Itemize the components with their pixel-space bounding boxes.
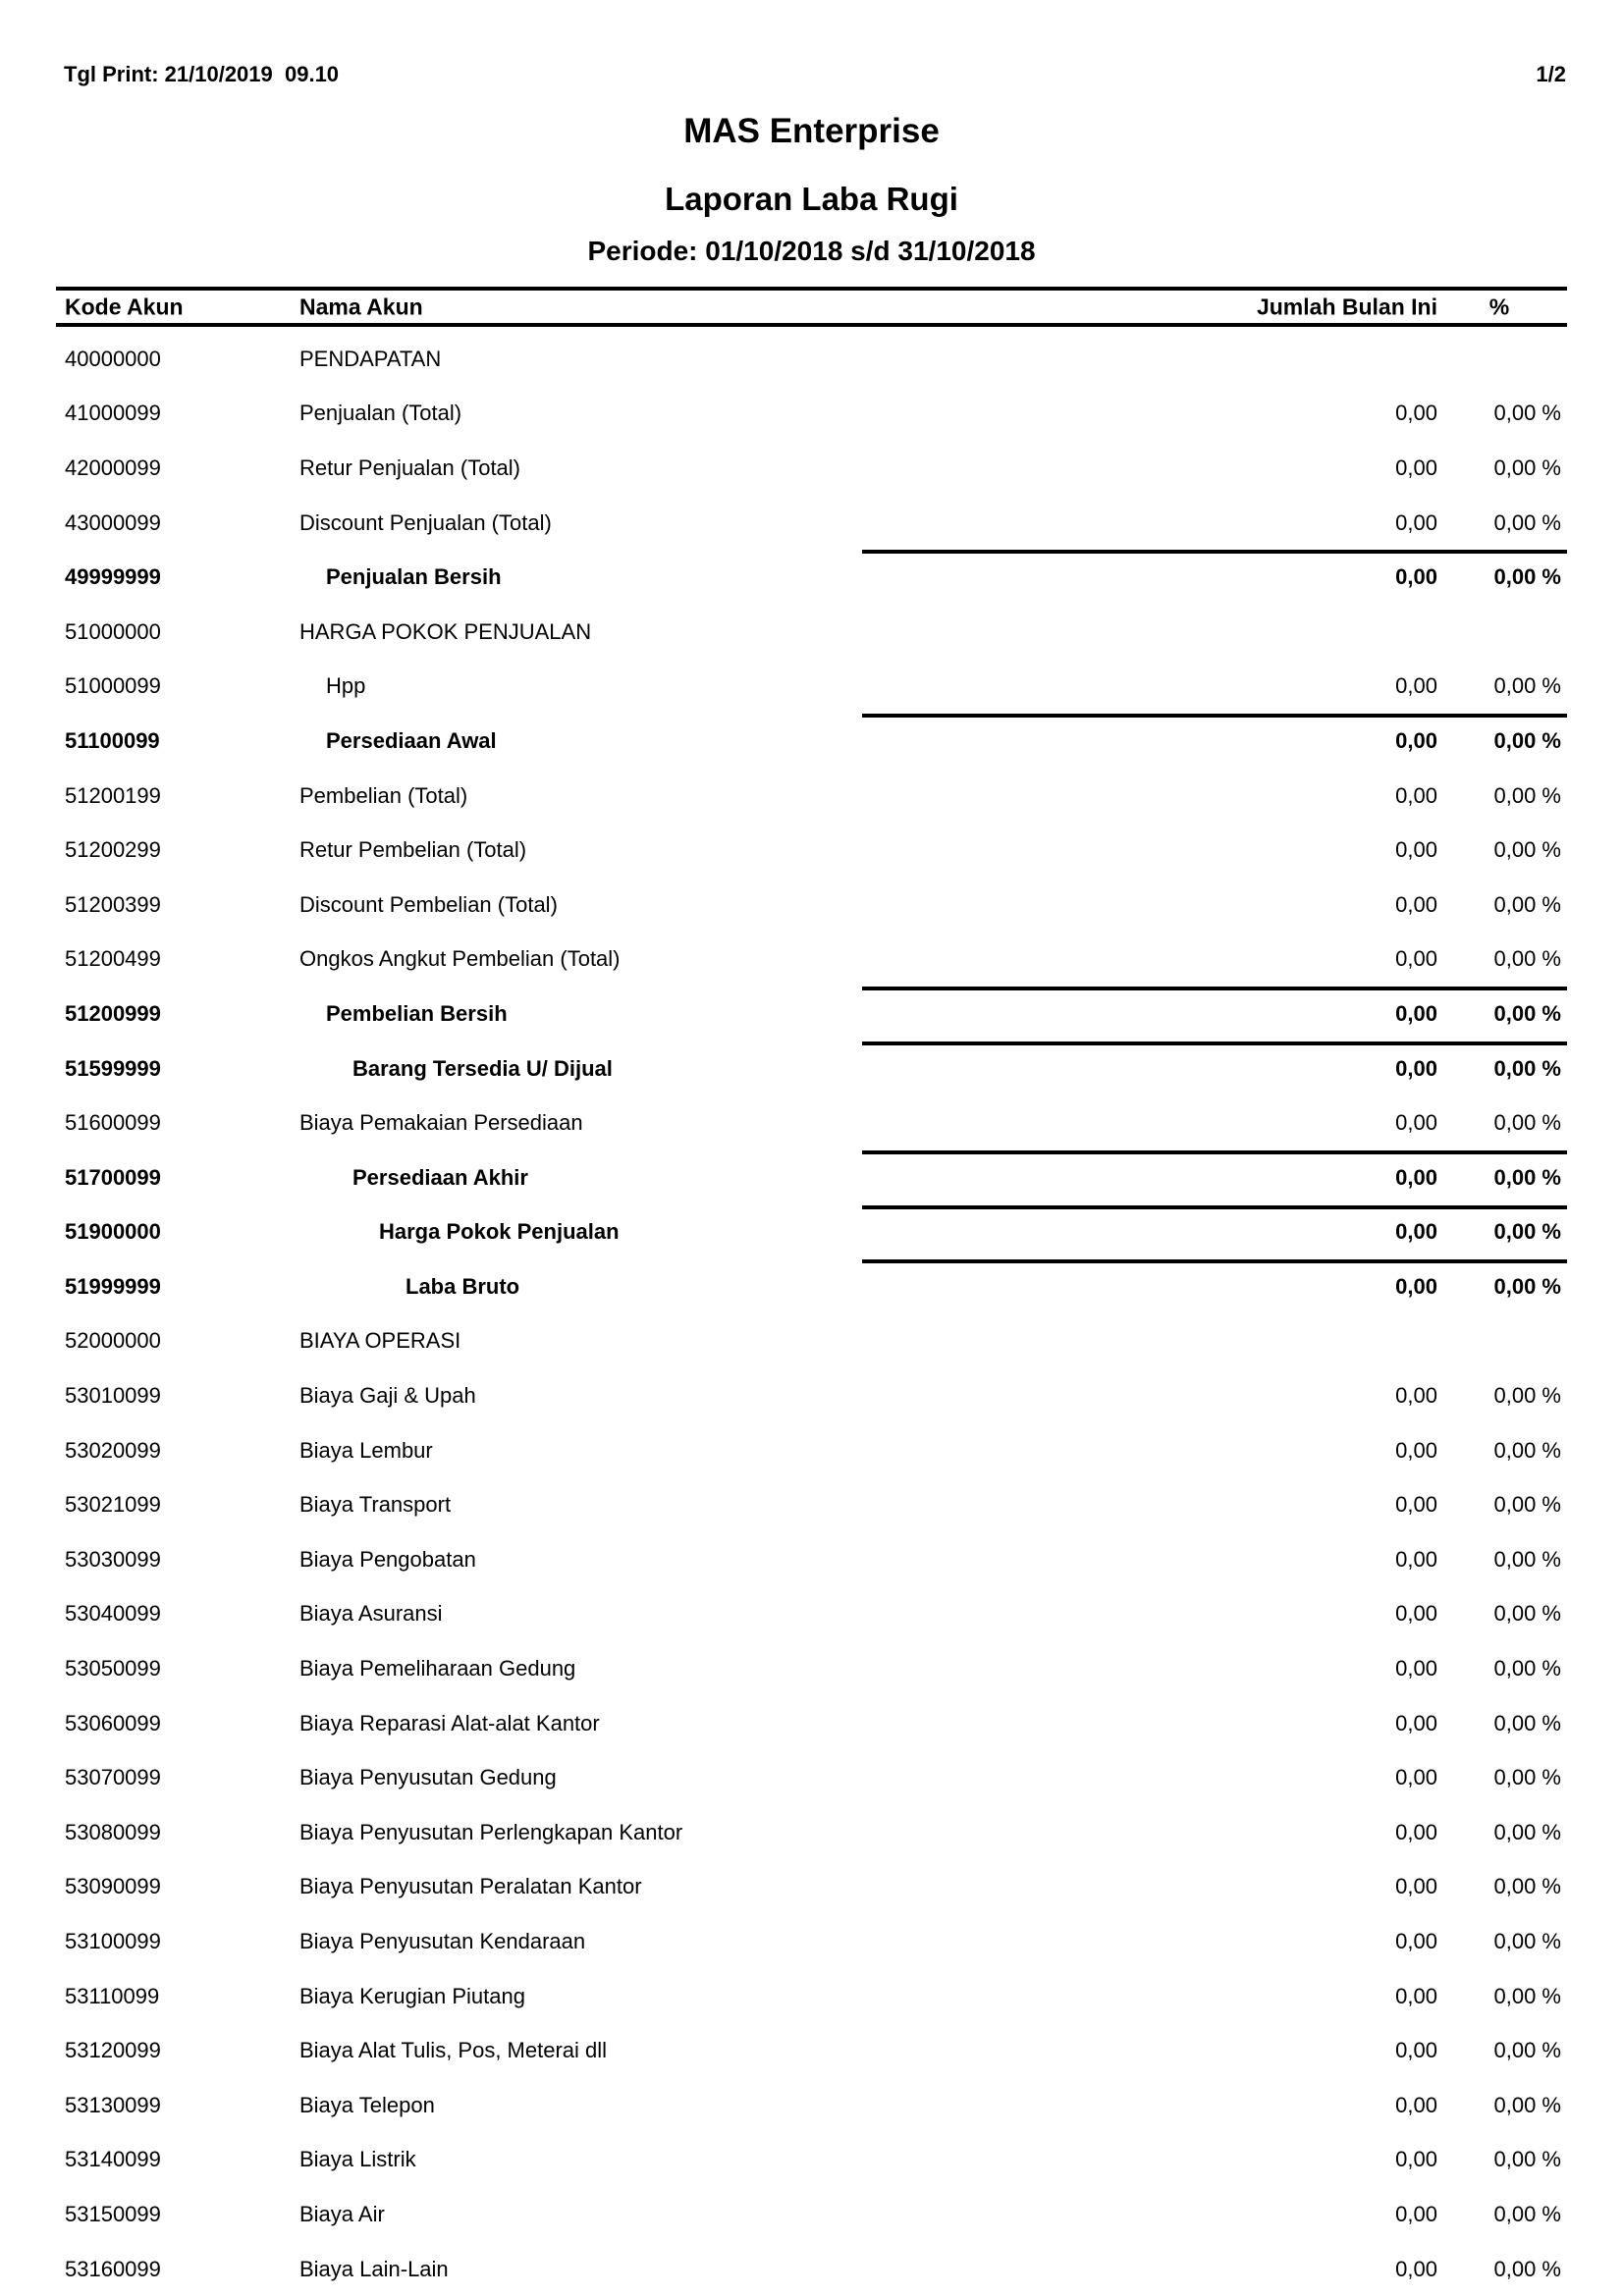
account-code: 53140099: [65, 2147, 161, 2172]
table-row: [56, 2133, 1567, 2188]
subtotal-rule: [862, 550, 1567, 554]
account-amount: 0,00: [1395, 1983, 1437, 2008]
account-percent: 0,00 %: [1493, 1219, 1561, 1245]
subtotal-rule: [862, 1041, 1567, 1045]
account-code: 53110099: [65, 1983, 160, 2008]
account-name: Biaya Pemakaian Persediaan: [299, 1110, 583, 1136]
column-header-percent: %: [1488, 294, 1510, 319]
account-name: Retur Penjualan (Total): [299, 454, 521, 480]
account-code: 51000000: [65, 618, 161, 644]
account-code: 51599999: [65, 1055, 161, 1081]
table-row: [56, 1532, 1567, 1587]
account-amount: 0,00: [1395, 1219, 1437, 1245]
account-code: 51200399: [65, 891, 161, 917]
account-percent: 0,00 %: [1493, 2038, 1561, 2063]
table-row: [56, 769, 1567, 824]
table-row: [56, 1205, 1567, 1260]
table-row: [56, 1969, 1567, 2024]
table-row: [56, 933, 1567, 988]
page-number: 1/2: [1536, 62, 1566, 86]
account-percent: 0,00 %: [1493, 837, 1561, 863]
account-percent: 0,00 %: [1493, 891, 1561, 917]
table-row: [56, 1259, 1567, 1314]
table-row: [56, 605, 1567, 660]
account-code: 53060099: [65, 1710, 161, 1735]
account-percent: 0,00 %: [1493, 782, 1561, 808]
account-amount: 0,00: [1395, 837, 1437, 863]
table-rows: [56, 332, 1567, 2296]
account-name: Retur Pembelian (Total): [299, 837, 527, 863]
account-percent: 0,00 %: [1493, 1765, 1561, 1790]
account-amount: 0,00: [1395, 673, 1437, 699]
table-row: [56, 2023, 1567, 2078]
table-row: [56, 1750, 1567, 1805]
table-row: [56, 1860, 1567, 1915]
account-name: Biaya Pengobatan: [299, 1546, 476, 1572]
account-amount: 0,00: [1395, 2038, 1437, 2063]
subtotal-rule: [862, 1259, 1567, 1263]
account-name: Discount Pembelian (Total): [299, 891, 558, 917]
account-percent: 0,00 %: [1493, 2092, 1561, 2117]
account-name: Biaya Asuransi: [299, 1601, 443, 1627]
table-row: [56, 1314, 1567, 1369]
account-percent: 0,00 %: [1493, 1000, 1561, 1026]
account-name: Barang Tersedia U/ Dijual: [352, 1055, 613, 1081]
account-percent: 0,00 %: [1493, 2256, 1561, 2281]
table-row: [56, 823, 1567, 878]
account-amount: 0,00: [1395, 1437, 1437, 1463]
account-percent: 0,00 %: [1493, 1055, 1561, 1081]
table-row: [56, 714, 1567, 769]
account-name: Penjualan Bersih: [326, 564, 502, 590]
account-amount: 0,00: [1395, 1765, 1437, 1790]
account-name: HARGA POKOK PENJUALAN: [299, 618, 592, 644]
account-name: Persediaan Awal: [326, 727, 497, 753]
account-amount: 0,00: [1395, 1819, 1437, 1844]
column-header-name: Nama Akun: [299, 294, 423, 319]
account-name: Biaya Penyusutan Gedung: [299, 1765, 557, 1790]
table-row: [56, 1477, 1567, 1532]
account-code: 53100099: [65, 1929, 161, 1954]
account-code: 49999999: [65, 564, 161, 590]
account-code: 51700099: [65, 1164, 161, 1190]
subtotal-rule: [862, 1150, 1567, 1154]
account-percent: 0,00 %: [1493, 1819, 1561, 1844]
account-code: 43000099: [65, 509, 161, 535]
account-code: 53070099: [65, 1765, 161, 1790]
account-amount: 0,00: [1395, 1656, 1437, 1682]
account-amount: 0,00: [1395, 2201, 1437, 2226]
table-row: [56, 550, 1567, 605]
account-code: 51999999: [65, 1273, 161, 1299]
account-code: 51200999: [65, 1000, 161, 1026]
account-percent: 0,00 %: [1493, 1492, 1561, 1518]
account-percent: 0,00 %: [1493, 509, 1561, 535]
account-code: 53080099: [65, 1819, 161, 1844]
account-percent: 0,00 %: [1493, 1656, 1561, 1682]
account-code: 53120099: [65, 2038, 161, 2063]
table-row: [56, 1041, 1567, 1096]
account-code: 53160099: [65, 2256, 161, 2281]
print-date-label: Tgl Print: 21/10/2019 09.10: [64, 62, 340, 86]
account-name: Pembelian (Total): [299, 782, 468, 808]
account-amount: 0,00: [1395, 1273, 1437, 1299]
table-row: [56, 1914, 1567, 1969]
account-amount: 0,00: [1395, 1710, 1437, 1735]
account-code: 53050099: [65, 1656, 161, 1682]
account-code: 52000000: [65, 1328, 161, 1354]
table-row: [56, 387, 1567, 442]
account-name: Biaya Air: [299, 2201, 385, 2226]
table-row: [56, 1641, 1567, 1696]
table-row: [56, 1805, 1567, 1860]
account-amount: 0,00: [1395, 1000, 1437, 1026]
account-code: 41000099: [65, 400, 161, 426]
account-name: Harga Pokok Penjualan: [379, 1219, 620, 1245]
account-name: Persediaan Akhir: [352, 1164, 528, 1190]
account-amount: 0,00: [1395, 1164, 1437, 1190]
account-name: Biaya Alat Tulis, Pos, Meterai dll: [299, 2038, 608, 2063]
account-name: Biaya Penyusutan Kendaraan: [299, 1929, 586, 1954]
table-row: [56, 2078, 1567, 2133]
table-row: [56, 332, 1567, 387]
table-row: [56, 878, 1567, 933]
account-amount: 0,00: [1395, 2092, 1437, 2117]
table-row: [56, 1095, 1567, 1150]
table-row: [56, 441, 1567, 496]
table-row: [56, 1423, 1567, 1478]
account-code: 53020099: [65, 1437, 161, 1463]
account-amount: 0,00: [1395, 564, 1437, 590]
account-name: Biaya Penyusutan Peralatan Kantor: [299, 1874, 642, 1899]
account-name: Biaya Pemeliharaan Gedung: [299, 1656, 576, 1682]
account-percent: 0,00 %: [1493, 946, 1561, 972]
account-code: 51100099: [65, 727, 160, 753]
account-amount: 0,00: [1395, 1601, 1437, 1627]
subtotal-rule: [862, 987, 1567, 990]
account-name: Biaya Lembur: [299, 1437, 433, 1463]
account-code: 51200299: [65, 837, 161, 863]
account-amount: 0,00: [1395, 509, 1437, 535]
account-code: 51900000: [65, 1219, 161, 1245]
report-period: Periode: 01/10/2018 s/d 31/10/2018: [587, 236, 1036, 266]
account-amount: 0,00: [1395, 400, 1437, 426]
account-name: Biaya Transport: [299, 1492, 452, 1518]
account-name: Ongkos Angkut Pembelian (Total): [299, 946, 621, 972]
account-percent: 0,00 %: [1493, 1273, 1561, 1299]
account-name: Biaya Gaji & Upah: [299, 1383, 476, 1409]
account-code: 51200499: [65, 946, 161, 972]
table-row: [56, 660, 1567, 715]
table-row: [56, 2242, 1567, 2296]
account-amount: 0,00: [1395, 727, 1437, 753]
table-row: [56, 1150, 1567, 1205]
account-percent: 0,00 %: [1493, 1983, 1561, 2008]
account-percent: 0,00 %: [1493, 1164, 1561, 1190]
account-amount: 0,00: [1395, 891, 1437, 917]
account-amount: 0,00: [1395, 1055, 1437, 1081]
account-name: Discount Penjualan (Total): [299, 509, 552, 535]
account-amount: 0,00: [1395, 1546, 1437, 1572]
account-code: 53090099: [65, 1874, 161, 1899]
account-percent: 0,00 %: [1493, 1929, 1561, 1954]
table-row: [56, 1587, 1567, 1642]
account-code: 40000000: [65, 346, 161, 371]
account-code: 53021099: [65, 1492, 161, 1518]
table-row: [56, 1696, 1567, 1751]
account-percent: 0,00 %: [1493, 673, 1561, 699]
account-name: Biaya Listrik: [299, 2147, 416, 2172]
subtotal-rule: [862, 714, 1567, 718]
account-amount: 0,00: [1395, 2256, 1437, 2281]
column-header-code: Kode Akun: [65, 294, 184, 319]
account-code: 51000099: [65, 673, 161, 699]
account-amount: 0,00: [1395, 1383, 1437, 1409]
account-amount: 0,00: [1395, 454, 1437, 480]
account-name: Biaya Penyusutan Perlengkapan Kantor: [299, 1819, 683, 1844]
account-amount: 0,00: [1395, 1929, 1437, 1954]
account-amount: 0,00: [1395, 1874, 1437, 1899]
table-row: [56, 496, 1567, 551]
account-percent: 0,00 %: [1493, 1874, 1561, 1899]
account-name: Laba Bruto: [406, 1273, 520, 1299]
account-percent: 0,00 %: [1493, 454, 1561, 480]
account-percent: 0,00 %: [1493, 727, 1561, 753]
account-percent: 0,00 %: [1493, 564, 1561, 590]
account-name: Biaya Reparasi Alat-alat Kantor: [299, 1710, 600, 1735]
company-title: MAS Enterprise: [683, 112, 940, 150]
account-percent: 0,00 %: [1493, 1601, 1561, 1627]
account-percent: 0,00 %: [1493, 1710, 1561, 1735]
column-header-amount: Jumlah Bulan Ini: [1256, 294, 1437, 319]
account-percent: 0,00 %: [1493, 1546, 1561, 1572]
account-percent: 0,00 %: [1493, 1110, 1561, 1136]
account-code: 51600099: [65, 1110, 161, 1136]
account-percent: 0,00 %: [1493, 1383, 1561, 1409]
account-code: 53040099: [65, 1601, 161, 1627]
account-amount: 0,00: [1395, 1110, 1437, 1136]
account-code: 53010099: [65, 1383, 161, 1409]
account-name: Biaya Lain-Lain: [299, 2256, 449, 2281]
account-name: Pembelian Bersih: [326, 1000, 508, 1026]
account-amount: 0,00: [1395, 2147, 1437, 2172]
account-percent: 0,00 %: [1493, 2201, 1561, 2226]
subtotal-rule: [862, 1205, 1567, 1209]
table-row: [56, 987, 1567, 1041]
account-amount: 0,00: [1395, 1492, 1437, 1518]
account-percent: 0,00 %: [1493, 2147, 1561, 2172]
account-code: 42000099: [65, 454, 161, 480]
table-row: [56, 2187, 1567, 2242]
account-code: 53130099: [65, 2092, 161, 2117]
account-percent: 0,00 %: [1493, 400, 1561, 426]
table-row: [56, 1368, 1567, 1423]
account-name: Biaya Kerugian Piutang: [299, 1983, 525, 2008]
report-title: Laporan Laba Rugi: [665, 181, 958, 217]
account-name: Biaya Telepon: [299, 2092, 435, 2117]
account-percent: 0,00 %: [1493, 1437, 1561, 1463]
account-name: BIAYA OPERASI: [299, 1328, 461, 1354]
account-name: Hpp: [326, 673, 366, 699]
account-code: 51200199: [65, 782, 161, 808]
account-name: Penjualan (Total): [299, 400, 462, 426]
account-amount: 0,00: [1395, 782, 1437, 808]
account-amount: 0,00: [1395, 946, 1437, 972]
account-code: 53030099: [65, 1546, 161, 1572]
table-header: [56, 287, 1567, 327]
account-code: 53150099: [65, 2201, 161, 2226]
account-name: PENDAPATAN: [299, 346, 442, 371]
